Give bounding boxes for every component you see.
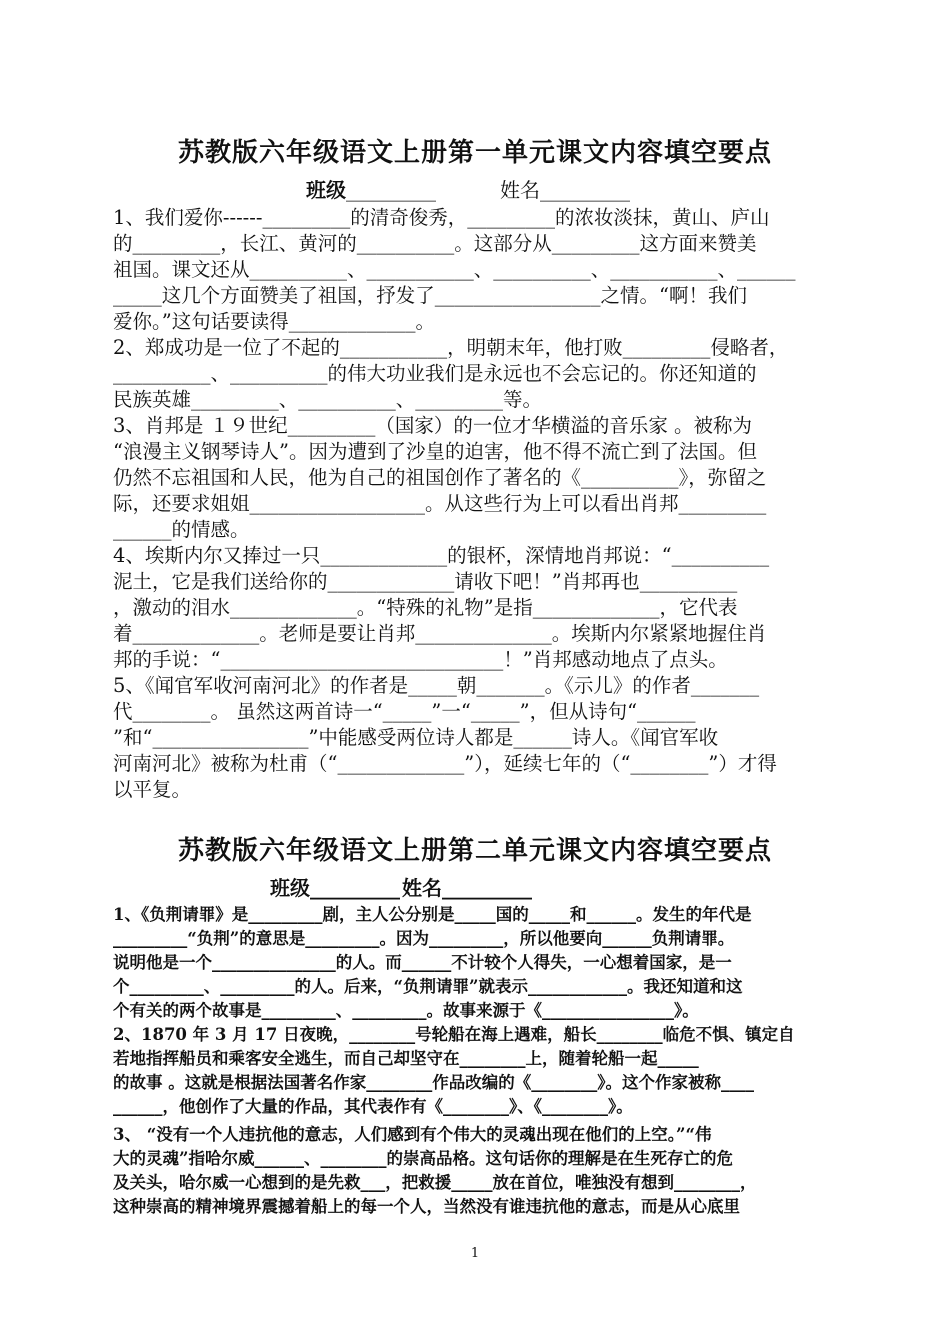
unit-1-line: 代________。 虽然这两首诗一“_____”一“_____”，但从诗句“______ [113, 700, 696, 723]
unit-1-line: 1、我们爱你------_________的清奇俊秀，_________的浓妆淡抹，黄山、庐山 [113, 206, 770, 229]
unit-1-title: 苏教版六年级语文上册第一单元课文内容填空要点 [177, 138, 772, 168]
unit-1-line: 的_________，长江、黄河的__________。这部分从_________这方面来赞美 [113, 232, 757, 255]
unit-2-line: 个有关的两个故事是_________、_________。故事来源于《________________》。 [113, 1001, 699, 1020]
unit-2-line: 1、《负荆请罪》是_________剧，主人公分别是_____国的_____和______。发生的年代是 [113, 905, 752, 924]
unit-1-line: 爱你。”这句话要读得_____________。 [113, 310, 435, 333]
unit-2-line: 及关头，哈尔威一心想到的是先救___，把救援_____放在首位，唯独没有想到________， [113, 1173, 757, 1192]
name-blank[interactable]: _________ [540, 178, 630, 202]
name-label: 姓名 [402, 876, 442, 900]
unit-1-class-field [306, 174, 436, 203]
unit-2-name-field [402, 872, 532, 901]
unit-1-line: 着_____________。老师是要让肖邦______________。埃斯内尔紧紧地握住肖 [113, 622, 767, 645]
unit-1-line: 4、埃斯内尔又捧过一只_____________的银杯，深情地肖邦说：“__________ [113, 544, 770, 567]
unit-1-line: ______的情感。 [113, 518, 250, 541]
unit-1-line: 民族英雄_________、__________、_________等。 [113, 388, 543, 411]
unit-1-line: ，激动的泪水_____________。“特殊的礼物”是指_____________，它代表 [113, 596, 738, 619]
unit-2-line: 说明他是一个_______________的人。而______不计较个人得失，一心想着国家，是一 [113, 953, 732, 972]
unit-2-line: 2、1870 年 3 月 17 日夜晚，________号轮船在海上遇难，船长________临危不惧、镇定自 [113, 1025, 795, 1044]
unit-2-line: 大的灵魂”指哈尔威______、________的崇高品格。这句话你的理解是在生死存亡的危 [113, 1149, 733, 1168]
unit-1-line: 5、《闻官军收河南河北》的作者是_____朝_______。《示儿》的作者_______ [113, 674, 760, 697]
unit-1-line: 以平复。 [113, 778, 192, 801]
unit-1-line: 河南河北》被称为杜甫（“_____________”），延续七年的（“________”）才得 [113, 752, 777, 775]
unit-1-line: _____这几个方面赞美了祖国，抒发了_________________之情。“啊！我们 [113, 284, 747, 307]
class-blank[interactable]: _________ [346, 178, 436, 202]
unit-2-line: 这种崇高的精神境界震撼着船上的每一个人，当然没有谁违抗他的意志，而是从心底里 [113, 1197, 740, 1216]
unit-2-line: 3、 “没有一个人违抗他的意志，人们感到有个伟大的灵魂出现在他们的上空。”“伟 [113, 1125, 712, 1144]
unit-1-line: 2、郑成功是一位了不起的___________，明朝末年，他打败_________侵略者， [113, 336, 789, 359]
unit-2-line: ______，他创作了大量的作品，其代表作有《________》、《________》。 [113, 1097, 633, 1116]
unit-1-line: “浪漫主义钢琴诗人”。因为遭到了沙皇的迫害，他不得不流亡到了法国。但 [113, 440, 757, 463]
unit-1-line: 泥土，它是我们送给你的_____________请收下吧！”肖邦再也__________ [113, 570, 738, 593]
unit-2-title: 苏教版六年级语文上册第二单元课文内容填空要点 [177, 836, 772, 866]
name-label: 姓名 [500, 178, 540, 202]
unit-1-line: __________、__________的伟大功业我们是永远也不会忘记的。你还知道的 [113, 362, 757, 385]
unit-2-line: 若地指挥船员和乘客安全逃生，而自己却坚守在________上，随着轮船一起_____ [113, 1049, 699, 1068]
class-label: 班级 [270, 876, 310, 900]
unit-1-line: 3、肖邦是 １９世纪_________（国家）的一位才华横溢的音乐家 。被称为 [113, 414, 753, 437]
name-blank[interactable]: _________ [442, 876, 532, 900]
unit-1-line: 邦的手说：“_____________________________！”肖邦感动地点了点头。 [113, 648, 728, 671]
unit-2-line: 个_________、_________的人。后来，“负荆请罪”就表示____________。我还知道和这 [113, 977, 743, 996]
unit-1-line: 祖国。课文还从__________、___________、__________、___________、______ [113, 258, 796, 281]
class-label: 班级 [306, 178, 346, 202]
unit-1-line: 仍然不忘祖国和人民，他为自己的祖国创作了著名的《__________》，弥留之 [113, 466, 767, 489]
class-blank[interactable]: _________ [310, 876, 400, 900]
unit-2-line: 的故事 。这就是根据法国著名作家________作品改编的《________》。这个作家被称____ [113, 1073, 754, 1092]
unit-2-class-field [270, 872, 400, 901]
unit-1-line: ”和“________________”中能感受两位诗人都是______诗人。《闻官军收 [113, 726, 719, 749]
unit-1-line: 际，还要求姐姐__________________。从这些行为上可以看出肖邦_________ [113, 492, 767, 515]
unit-2-line: _________“负荆”的意思是_________。因为_________，所以他要向______负荆请罪。 [113, 929, 735, 948]
unit-1-name-field [500, 174, 630, 203]
page-number: 1 [470, 1246, 480, 1261]
